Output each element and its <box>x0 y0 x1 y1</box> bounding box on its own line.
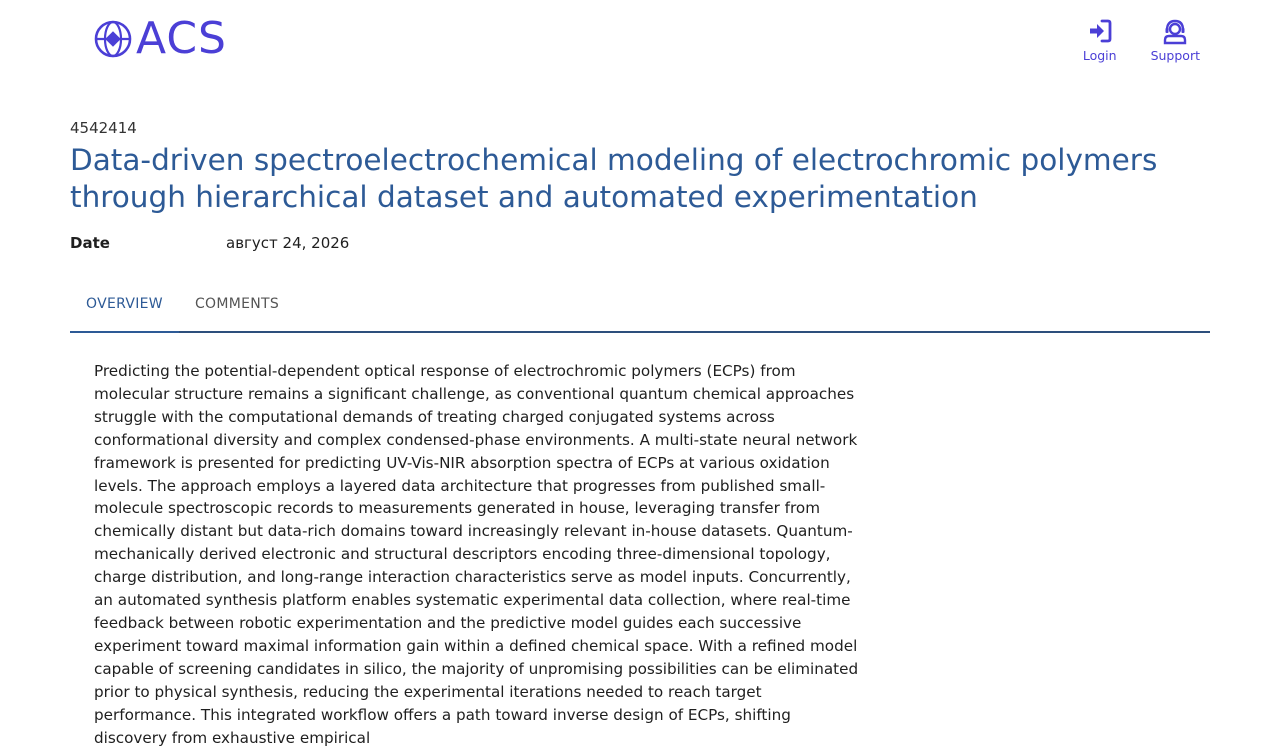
abstract-text: Predicting the potential-dependent optical response of electrochromic polymers (ECPs) from molecular structure remains a significant challenge, as conventional quantum chemical approaches struggle with the computational demands of treating charged conjugated systems across conformational diversity and complex condensed-phase environments. A multi-state neural network framework is presented for predicting UV-Vis-NIR absorption spectra of ECPs at various oxidation levels. The approach employs a layered data architecture that progresses from published small-molecule spectroscopic records to measurements generated in house, leveraging transfer from chemically distant but data-rich domains toward increasingly relevant in-house datasets. Quantum-mechanically derived electronic and structural descriptors encoding three-dimensional topology, charge distribution, and long-range interaction characteristics serve as model inputs. Concurrently, an automated synthesis platform enables systematic experimental data collection, where real-time feedback between robotic experimentation and the predictive model guides each successive experiment toward maximal information gain within a defined chemical space. With a refined model capable of screening candidates in silico, the majority of unpromising possibilities can be eliminated prior to physical synthesis, reducing the experimental iterations needed to reach target performance. This integrated workflow offers a path toward inverse design of ECPs, shifting discovery from exhaustive empirical <box>94 362 859 747</box>
date-value: август 24, 2026 <box>226 234 350 252</box>
logo-text: ACS <box>136 13 227 64</box>
acs-logo[interactable] <box>94 13 227 64</box>
login-arrow-icon <box>1087 18 1113 44</box>
support-label: Support <box>1150 48 1200 63</box>
acs-globe-icon <box>94 20 132 58</box>
tab-comments[interactable]: COMMENTS <box>194 296 280 312</box>
header-actions <box>1083 18 1200 63</box>
login-label: Login <box>1082 48 1117 63</box>
date-label: Date <box>70 234 110 252</box>
login-button[interactable] <box>1083 18 1117 63</box>
tab-overview[interactable]: OVERVIEW <box>70 285 179 333</box>
tab-bar <box>70 285 1210 333</box>
date-row <box>70 234 349 252</box>
document-id: 4542414 <box>70 119 137 137</box>
support-button[interactable] <box>1151 18 1200 63</box>
page-title: Data-driven spectroelectrochemical modeling of electrochromic polymers through hierarchical dataset and automated experimentation <box>70 143 1158 214</box>
headset-person-icon <box>1162 18 1188 44</box>
